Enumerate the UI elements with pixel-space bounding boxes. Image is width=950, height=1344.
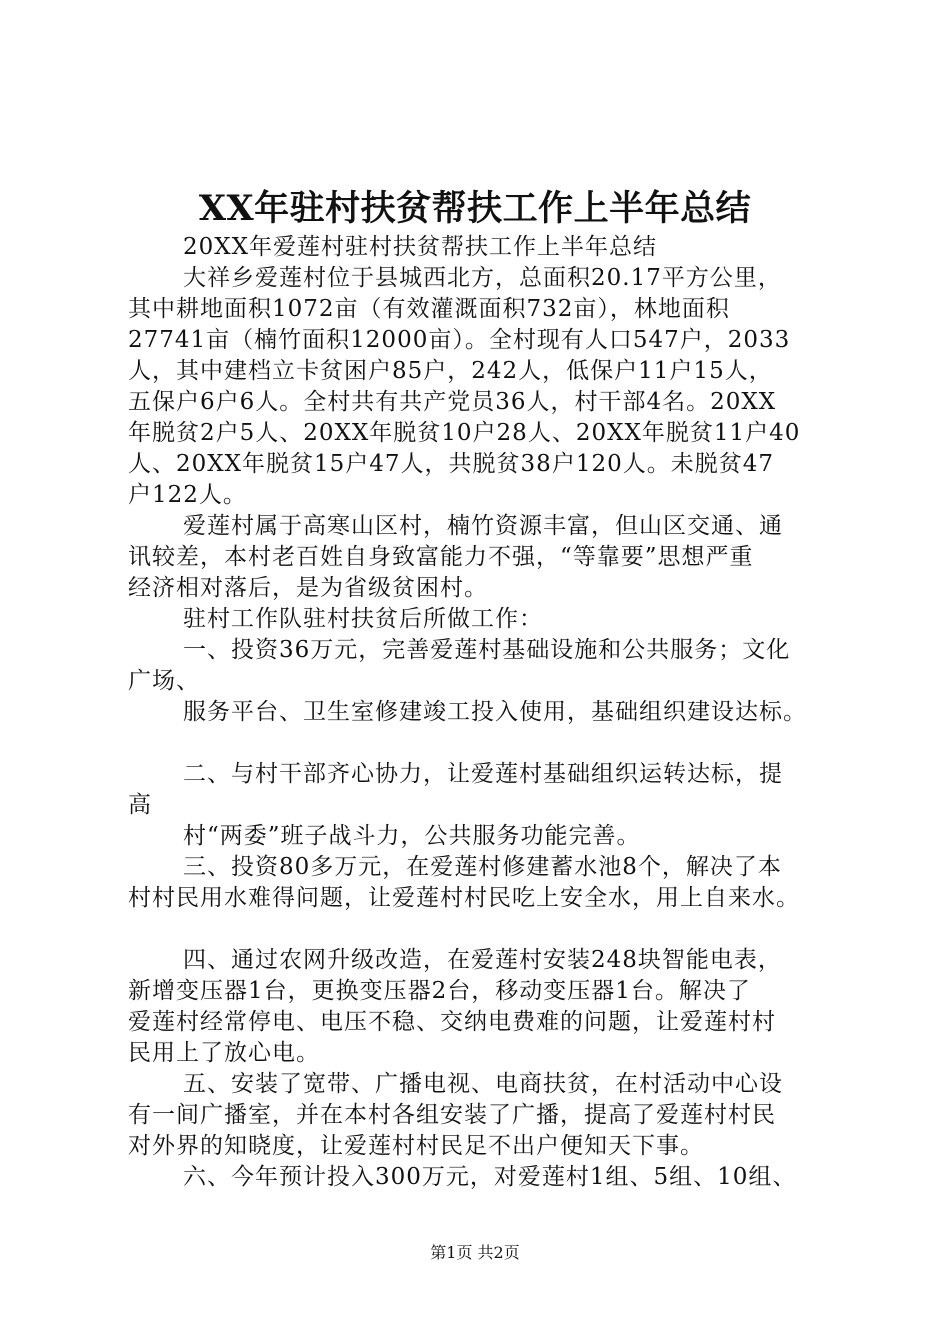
subtitle-line: 20XX年爱莲村驻村扶贫帮扶工作上半年总结	[183, 234, 658, 260]
paragraph-line: 爱莲村属于高寒山区村，楠竹资源丰富，但山区交通、通	[183, 513, 783, 539]
paragraph-line: 27741亩（楠竹面积12000亩）。全村现有人口547户，2033	[128, 327, 791, 353]
paragraph-line: 人、20XX年脱贫15户47人，共脱贫38户120人。未脱贫47	[128, 451, 774, 477]
paragraph-line: 有一间广播室，并在本村各组安装了广播，提高了爱莲村村民	[128, 1102, 776, 1128]
paragraph-line: 广场、	[128, 668, 200, 694]
paragraph-line: 五、安装了宽带、广播电视、电商扶贫，在村活动中心设	[183, 1071, 783, 1097]
page-footer: 第1页 共2页	[430, 1243, 520, 1262]
paragraph-line: 一、投资36万元，完善爱莲村基础设施和公共服务；文化	[183, 637, 791, 663]
paragraph-line: 村村民用水难得问题，让爱莲村村民吃上安全水，用上自来水。	[128, 885, 800, 911]
paragraph-line: 对外界的知晓度，让爱莲村村民足不出户便知天下事。	[128, 1133, 704, 1159]
blank-line	[128, 728, 828, 759]
paragraph-line: 五保户6户6人。全村共有共产党员36人，村干部4名。20XX	[128, 389, 777, 415]
blank-line	[128, 914, 828, 945]
document-body	[128, 232, 828, 1193]
paragraph-line: 二、与村干部齐心协力，让爱莲村基础组织运转达标，提	[183, 761, 783, 787]
paragraph-line: 经济相对落后，是为省级贫困村。	[128, 575, 488, 601]
paragraph-line: 高	[128, 792, 152, 818]
paragraph-line: 新增变压器1台，更换变压器2台，移动变压器1台。解决了	[128, 978, 751, 1004]
paragraph-line: 爱莲村经常停电、电压不稳、交纳电费难的问题，让爱莲村村	[128, 1009, 776, 1035]
paragraph-line: 年脱贫2户5人、20XX年脱贫10户28人、20XX年脱贫11户40	[128, 420, 801, 446]
paragraph-line: 讯较差，本村老百姓自身致富能力不强，“等靠要”思想严重	[128, 544, 754, 570]
paragraph-line: 服务平台、卫生室修建竣工投入使用，基础组织建设达标。	[183, 699, 807, 725]
paragraph-line: 大祥乡爱莲村位于县城西北方，总面积20.17平方公里，	[183, 265, 782, 291]
paragraph-line: 其中耕地面积1072亩（有效灌溉面积732亩），林地面积	[128, 296, 730, 322]
paragraph-line: 六、今年预计投入300万元，对爱莲村1组、5组、10组、	[183, 1164, 797, 1190]
paragraph-line: 户122人。	[128, 482, 247, 508]
paragraph-line: 人，其中建档立卡贫困户85户，242人，低保户11户15人，	[128, 358, 773, 384]
paragraph-line: 四、通过农网升级改造，在爱莲村安装248块智能电表，	[183, 947, 782, 973]
paragraph-line: 民用上了放心电。	[128, 1040, 320, 1066]
paragraph-line: 驻村工作队驻村扶贫后所做工作：	[183, 606, 543, 632]
document-title: XX年驻村扶贫帮扶工作上半年总结	[198, 188, 752, 229]
paragraph-line: 三、投资80多万元，在爱莲村修建蓄水池8个，解决了本	[183, 854, 782, 880]
paragraph-line: 村“两委”班子战斗力，公共服务功能完善。	[183, 823, 641, 849]
